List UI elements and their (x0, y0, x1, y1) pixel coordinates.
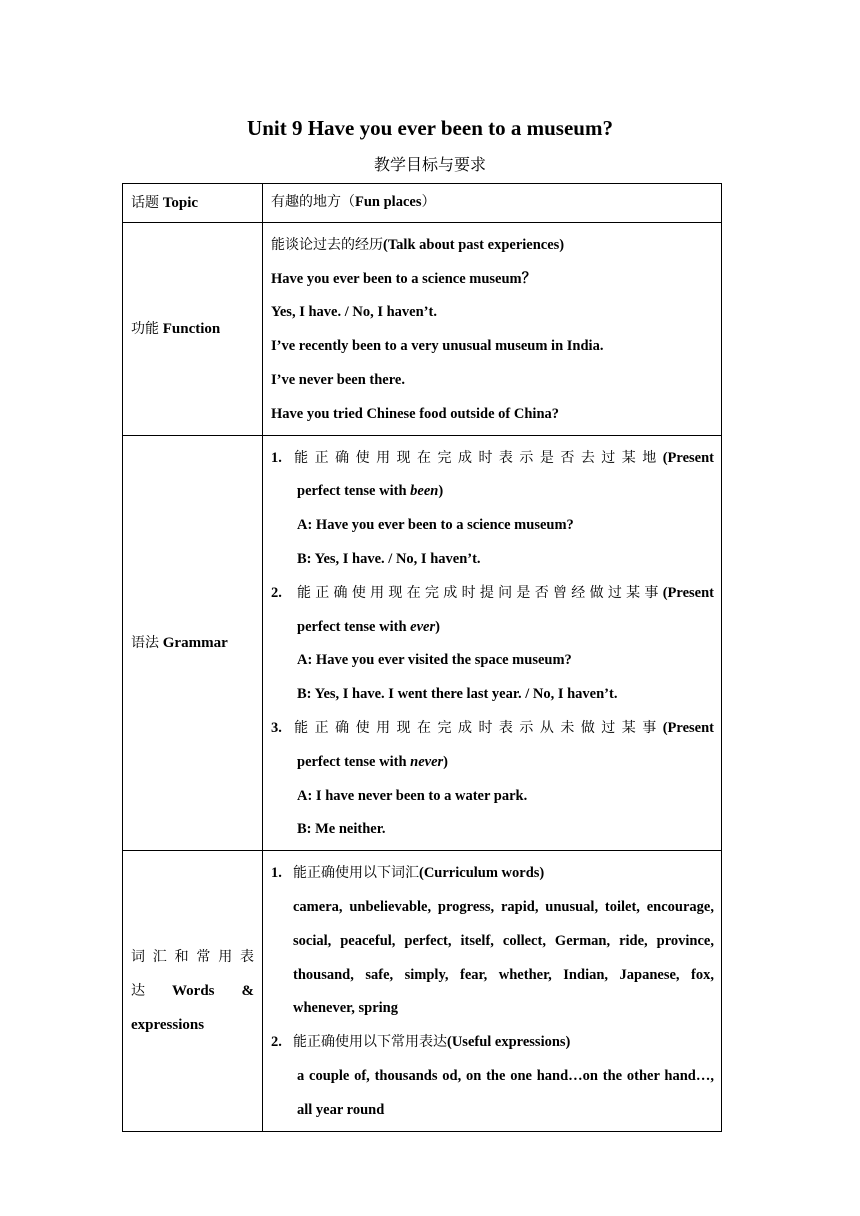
words-label-line-2-zh: 达 (131, 982, 145, 999)
page-subtitle: 教学目标与要求 (373, 155, 486, 174)
words-label-line-1 (131, 940, 262, 974)
function-line-5: Have you tried Chinese food outside of China? (271, 405, 560, 422)
grammar-item-1-en-c: ) (438, 483, 444, 500)
objectives-table (122, 183, 722, 1132)
grammar-item-3-zh: 能正确使用现在完成时表示从未做过某事 (293, 719, 663, 736)
grammar-item-1-zh: 能正确使用现在完成时表示是否去过某地 (293, 449, 663, 466)
function-label (123, 222, 263, 435)
function-line-1: Have you ever been to a science museum？ (271, 270, 537, 287)
grammar-item-1-num: 1. (271, 449, 282, 466)
grammar-label-en: Grammar (162, 634, 228, 651)
grammar-item-3-em: never (410, 753, 444, 770)
grammar-item-3-en-b: perfect tense with (297, 753, 411, 770)
words-label-line-2-en-a: Words (171, 982, 215, 999)
words-content (263, 851, 722, 1131)
table-row-grammar (123, 435, 722, 851)
grammar-item-1-heading (271, 442, 714, 476)
topic-content-zh: 有趣的地方（ (271, 194, 355, 210)
grammar-item-1-cont (271, 475, 714, 509)
grammar-item-3-heading (271, 712, 714, 746)
topic-label (123, 184, 263, 223)
function-content (263, 222, 722, 435)
words-item-2-num: 2. (271, 1034, 282, 1051)
grammar-item-1-b: B: Yes, I have. / No, I haven’t. (297, 550, 481, 567)
topic-label-zh: 话题 (131, 194, 159, 211)
grammar-item-2-en-a: (Present (662, 584, 714, 601)
grammar-item-1-en-a: (Present (662, 449, 714, 466)
topic-content-en: Fun places (355, 194, 422, 210)
words-item-2-expr: a couple of, thousands od, on the one hand…on the other hand…, all year round (297, 1067, 714, 1118)
function-heading-en: (Talk about past experiences) (383, 236, 565, 253)
grammar-item-2-en-b: perfect tense with (297, 618, 411, 635)
grammar-item-1-em: been (410, 483, 439, 500)
function-label-en: Function (162, 320, 221, 337)
grammar-item-2-em: ever (410, 618, 436, 635)
grammar-item-3-en-a: (Present (662, 719, 714, 736)
words-item-1-words: camera, unbelievable, progress, rapid, unusual, toilet, encourage, social, peaceful, perfect, itself, collect, German, ride, province, thousand, safe, simply, fear, whether, Indian, Japanese, fox, whenever, spring (293, 898, 714, 1017)
function-line-2: Yes, I have. / No, I haven’t. (271, 304, 437, 321)
function-line-4: I’ve never been there. (271, 371, 405, 388)
words-item-2-zh: 能正确使用以下常用表达 (293, 1034, 447, 1051)
words-item-2-en: (Useful expressions) (447, 1034, 571, 1051)
words-item-1-num: 1. (271, 865, 282, 882)
grammar-item-3-en-c: ) (443, 753, 448, 770)
table-row-words (123, 851, 722, 1131)
words-item-1-zh: 能正确使用以下词汇 (293, 865, 419, 882)
words-label-line-3: expressions (131, 1016, 205, 1033)
grammar-content (263, 435, 722, 851)
function-heading (271, 229, 714, 263)
function-heading-zh: 能谈论过去的经历 (271, 236, 383, 253)
grammar-item-3-b: B: Me neither. (297, 821, 386, 838)
grammar-item-2-cont (271, 611, 714, 645)
grammar-label-zh: 语法 (131, 634, 159, 651)
grammar-item-2-zh: 能正确使用现在完成时提问是否曾经做过某事 (293, 584, 663, 601)
grammar-item-3-num: 3. (271, 719, 282, 736)
grammar-item-2-en-c: ) (435, 618, 440, 635)
words-item-1-heading (271, 857, 714, 891)
topic-content (263, 184, 722, 223)
words-label-line-1-text: 词汇和常用表 (131, 948, 254, 965)
grammar-item-2-b: B: Yes, I have. I went there last year. / No, I haven’t. (297, 686, 618, 703)
grammar-item-2-heading (271, 577, 714, 611)
grammar-item-1-a: A: Have you ever been to a science museum? (297, 517, 574, 534)
words-label (123, 851, 263, 1131)
page-title: Unit 9 Have you ever been to a museum? (247, 116, 613, 140)
words-label-line-2 (131, 974, 262, 1008)
grammar-label (123, 435, 263, 851)
words-item-1-en: (Curriculum words) (419, 865, 545, 882)
table-row-topic (123, 184, 722, 223)
grammar-item-2-a: A: Have you ever visited the space museum? (297, 652, 572, 669)
function-label-zh: 功能 (131, 320, 159, 337)
topic-label-en: Topic (162, 194, 199, 211)
words-item-2-heading (271, 1026, 714, 1060)
grammar-item-2-num: 2. (271, 584, 282, 601)
grammar-item-3-a: A: I have never been to a water park. (297, 787, 528, 804)
words-label-line-2-en-b: & (241, 982, 254, 999)
table-row-function (123, 222, 722, 435)
grammar-item-1-en-b: perfect tense with (297, 483, 411, 500)
grammar-item-3-cont (271, 746, 714, 780)
topic-content-end: ） (421, 194, 436, 210)
function-line-3: I’ve recently been to a very unusual museum in India. (271, 338, 604, 355)
